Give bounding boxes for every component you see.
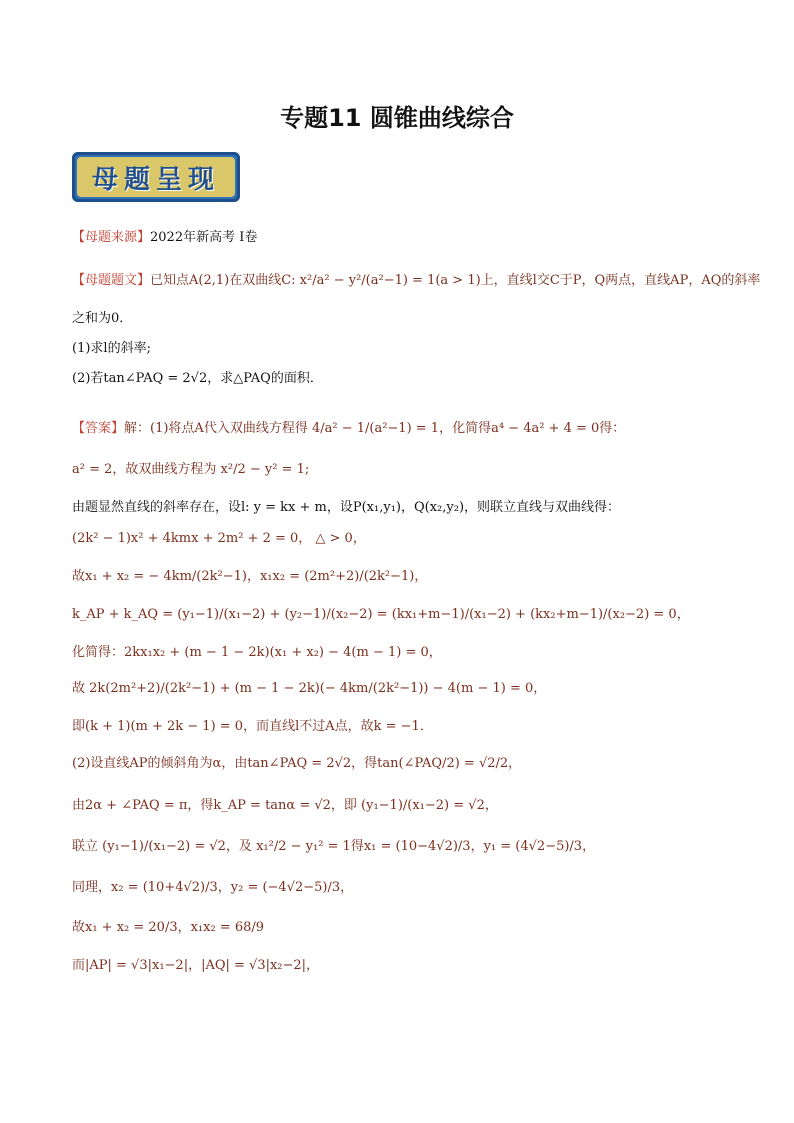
line-text: 由题显然直线的斜率存在，设l: y = kx + m，设P(x₁,y₁)，Q(x₂,y₂)，则联立直线与双曲线得： (72, 500, 621, 515)
line-tag: 【母题题文】 (72, 273, 151, 288)
problem-line (72, 272, 760, 290)
banner-inner (77, 157, 235, 197)
line-text: (2)若tan∠PAQ = 2√2，求△PAQ的面积． (72, 371, 323, 386)
answer-line (72, 718, 433, 736)
line-text: 即(k + 1)(m + 2k − 1) = 0，而直线l不过A点，故k = −1． (72, 719, 433, 734)
line-text: (1)求l的斜率; (72, 341, 151, 356)
source-line (72, 229, 257, 247)
answer-line (72, 879, 353, 897)
problem-line (72, 340, 151, 358)
answer-line (72, 919, 264, 937)
answer-line (72, 755, 521, 773)
problem-line (72, 370, 323, 388)
line-text: 同理，x₂ = (10+4√2)/3，y₂ = (−4√2−5)/3， (72, 880, 354, 895)
line-text: 故x₁ + x₂ = 20/3，x₁x₂ = 68/9 (72, 920, 265, 935)
line-text: 解：(1)将点A代入双曲线方程得 4/a² − 1/(a²−1) = 1，化简得a⁴ − 4a² + 4 = 0得： (124, 421, 626, 436)
line-text: 而|AP| = √3|x₁−2|，|AQ| = √3|x₂−2|， (72, 958, 320, 973)
line-tag: 【母题来源】 (72, 230, 151, 245)
line-text: 之和为0． (72, 311, 133, 326)
answer-line (72, 420, 625, 438)
line-text: k_AP + k_AQ = (y₁−1)/(x₁−2) + (y₂−1)/(x₂−2) = (kx₁+m−1)/(x₁−2) + (kx₂+m−1)/(x₂−2) = 0， (72, 607, 690, 622)
section-banner (72, 152, 240, 202)
answer-line (72, 568, 427, 586)
answer-line (72, 461, 309, 479)
banner-text: 母题呈现 (91, 164, 220, 195)
page-title: 专题11 圆锥曲线综合 (280, 104, 514, 132)
line-text: (2k² − 1)x² + 4kmx + 2m² + 2 = 0， △ > 0， (72, 531, 366, 546)
line-text: a² = 2，故双曲线方程为 x²/2 − y² = 1; (72, 462, 310, 477)
line-text: 化简得：2kx₁x₂ + (m − 1 − 2k)(x₁ + x₂) − 4(m − 1) = 0， (72, 645, 442, 660)
line-text: 2022年新高考 I卷 (150, 230, 258, 245)
answer-line (72, 838, 595, 856)
answer-line (72, 606, 690, 624)
problem-line (72, 310, 132, 328)
line-text: 故 2k(2m²+2)/(2k²−1) + (m − 1 − 2k)(− 4km/(2k²−1)) − 4(m − 1) = 0， (72, 681, 547, 696)
answer-line (72, 644, 442, 662)
answer-line (72, 530, 366, 548)
line-text: (2)设直线AP的倾斜角为α，由tan∠PAQ = 2√2，得tan(∠PAQ/2) = √2/2， (72, 756, 522, 771)
line-tag: 【答案】 (72, 421, 125, 436)
line-text: 由2α + ∠PAQ = π，得k_AP = tanα = √2，即 (y₁−1)/(x₁−2) = √2， (72, 798, 498, 813)
answer-line (72, 797, 498, 815)
answer-line (72, 957, 319, 975)
answer-line (72, 680, 546, 698)
line-text: 已知点A(2,1)在双曲线C: x²/a² − y²/(a²−1) = 1(a > 1)上，直线l交C于P，Q两点，直线AP，AQ的斜率 (150, 273, 761, 288)
line-text: 联立 (y₁−1)/(x₁−2) = √2，及 x₁²/2 − y₁² = 1得x₁ = (10−4√2)/3，y₁ = (4√2−5)/3， (72, 839, 596, 854)
line-text: 故x₁ + x₂ = − 4km/(2k²−1)，x₁x₂ = (2m²+2)/(2k²−1)， (72, 569, 428, 584)
answer-line (72, 499, 620, 517)
